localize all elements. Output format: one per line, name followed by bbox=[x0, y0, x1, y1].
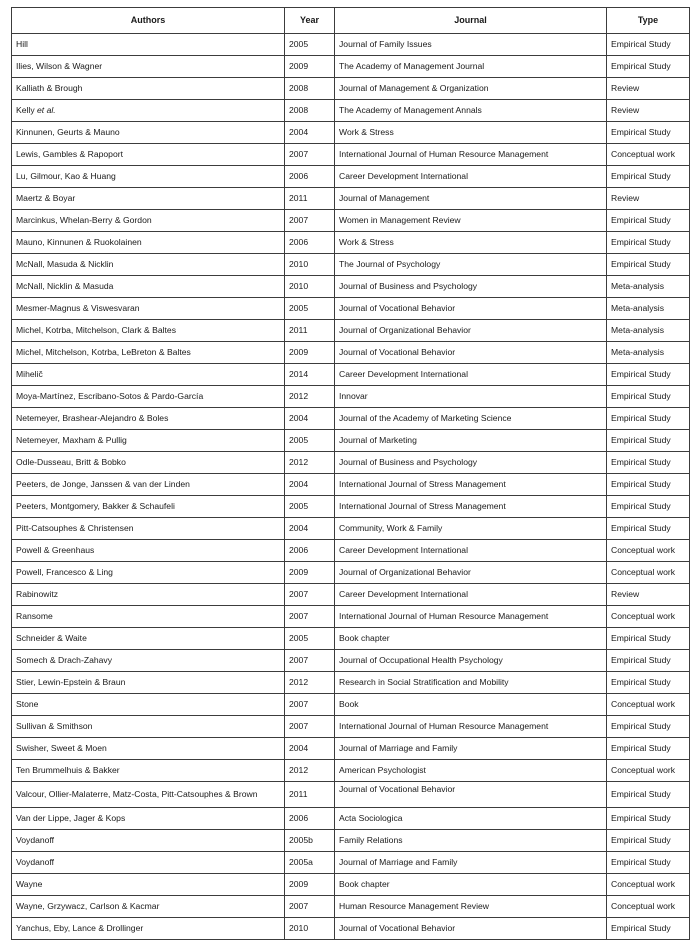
cell-journal: Career Development International bbox=[335, 166, 607, 188]
cell-type: Empirical Study bbox=[607, 364, 690, 386]
table-row bbox=[12, 830, 690, 852]
cell-type: Review bbox=[607, 100, 690, 122]
cell-year: 2009 bbox=[285, 56, 335, 78]
cell-year: 2008 bbox=[285, 78, 335, 100]
cell-type: Meta-analysis bbox=[607, 320, 690, 342]
cell-authors: Ransome bbox=[12, 606, 285, 628]
cell-journal: Journal of the Academy of Marketing Science bbox=[335, 408, 607, 430]
table-row bbox=[12, 34, 690, 56]
table-row bbox=[12, 628, 690, 650]
cell-year: 2008 bbox=[285, 100, 335, 122]
table-row bbox=[12, 694, 690, 716]
table-row bbox=[12, 518, 690, 540]
cell-type: Conceptual work bbox=[607, 562, 690, 584]
table-row bbox=[12, 144, 690, 166]
cell-year: 2011 bbox=[285, 188, 335, 210]
table-row bbox=[12, 254, 690, 276]
cell-journal: Journal of Business and Psychology bbox=[335, 276, 607, 298]
cell-authors: Powell & Greenhaus bbox=[12, 540, 285, 562]
cell-type: Meta-analysis bbox=[607, 298, 690, 320]
cell-authors: Powell, Francesco & Ling bbox=[12, 562, 285, 584]
cell-year: 2010 bbox=[285, 254, 335, 276]
cell-journal: Journal of Marriage and Family bbox=[335, 738, 607, 760]
cell-authors: Mauno, Kinnunen & Ruokolainen bbox=[12, 232, 285, 254]
cell-journal: International Journal of Stress Management bbox=[335, 496, 607, 518]
table-row bbox=[12, 232, 690, 254]
table-row bbox=[12, 166, 690, 188]
table-row bbox=[12, 408, 690, 430]
cell-type: Conceptual work bbox=[607, 874, 690, 896]
cell-type: Conceptual work bbox=[607, 606, 690, 628]
cell-authors: Schneider & Waite bbox=[12, 628, 285, 650]
cell-type: Review bbox=[607, 78, 690, 100]
cell-year: 2006 bbox=[285, 808, 335, 830]
cell-year: 2007 bbox=[285, 694, 335, 716]
cell-type: Conceptual work bbox=[607, 144, 690, 166]
cell-authors: Moya-Martínez, Escribano-Sotos & Pardo-García bbox=[12, 386, 285, 408]
cell-year: 2014 bbox=[285, 364, 335, 386]
cell-journal: The Journal of Psychology bbox=[335, 254, 607, 276]
table-row bbox=[12, 496, 690, 518]
cell-type: Empirical Study bbox=[607, 738, 690, 760]
cell-authors: Lu, Gilmour, Kao & Huang bbox=[12, 166, 285, 188]
cell-year: 2004 bbox=[285, 474, 335, 496]
cell-type: Empirical Study bbox=[607, 452, 690, 474]
cell-authors: Marcinkus, Whelan-Berry & Gordon bbox=[12, 210, 285, 232]
cell-type: Empirical Study bbox=[607, 56, 690, 78]
cell-year: 2009 bbox=[285, 562, 335, 584]
cell-type: Empirical Study bbox=[607, 918, 690, 940]
cell-year: 2004 bbox=[285, 518, 335, 540]
cell-type: Empirical Study bbox=[607, 34, 690, 56]
cell-year: 2006 bbox=[285, 540, 335, 562]
cell-journal: The Academy of Management Annals bbox=[335, 100, 607, 122]
table-row bbox=[12, 386, 690, 408]
table-row bbox=[12, 320, 690, 342]
cell-type: Meta-analysis bbox=[607, 342, 690, 364]
cell-authors: Valcour, Ollier-Malaterre, Matz-Costa, Pitt-Catsouphes & Brown bbox=[12, 782, 285, 808]
cell-type: Meta-analysis bbox=[607, 276, 690, 298]
table-row bbox=[12, 584, 690, 606]
cell-journal: Research in Social Stratification and Mobility bbox=[335, 672, 607, 694]
cell-authors: Swisher, Sweet & Moen bbox=[12, 738, 285, 760]
cell-type: Conceptual work bbox=[607, 540, 690, 562]
cell-year: 2007 bbox=[285, 896, 335, 918]
cell-authors: Peeters, de Jonge, Janssen & van der Linden bbox=[12, 474, 285, 496]
cell-type: Empirical Study bbox=[607, 232, 690, 254]
cell-journal: Journal of Organizational Behavior bbox=[335, 562, 607, 584]
table-row bbox=[12, 188, 690, 210]
cell-journal: Journal of Organizational Behavior bbox=[335, 320, 607, 342]
cell-journal: Journal of Occupational Health Psychology bbox=[335, 650, 607, 672]
table-row bbox=[12, 650, 690, 672]
table-row bbox=[12, 452, 690, 474]
cell-journal: Book bbox=[335, 694, 607, 716]
cell-type: Review bbox=[607, 584, 690, 606]
column-header-year: Year bbox=[285, 8, 335, 34]
cell-journal: Journal of Marriage and Family bbox=[335, 852, 607, 874]
cell-journal: Journal of Vocational Behavior bbox=[335, 298, 607, 320]
table-row bbox=[12, 782, 690, 808]
cell-journal: Women in Management Review bbox=[335, 210, 607, 232]
cell-authors: Netemeyer, Maxham & Pullig bbox=[12, 430, 285, 452]
cell-type: Review bbox=[607, 188, 690, 210]
cell-authors: Ilies, Wilson & Wagner bbox=[12, 56, 285, 78]
cell-authors: Peeters, Montgomery, Bakker & Schaufeli bbox=[12, 496, 285, 518]
table-header-row bbox=[12, 8, 690, 34]
table-row bbox=[12, 896, 690, 918]
authors-et-al: et al. bbox=[37, 104, 56, 115]
cell-journal: International Journal of Human Resource Management bbox=[335, 606, 607, 628]
cell-authors: Wayne bbox=[12, 874, 285, 896]
cell-year: 2007 bbox=[285, 210, 335, 232]
cell-authors: Ten Brummelhuis & Bakker bbox=[12, 760, 285, 782]
cell-authors: Hill bbox=[12, 34, 285, 56]
cell-authors: Voydanoff bbox=[12, 830, 285, 852]
cell-authors: Rabinowitz bbox=[12, 584, 285, 606]
table-row bbox=[12, 874, 690, 896]
cell-journal: American Psychologist bbox=[335, 760, 607, 782]
cell-journal: The Academy of Management Journal bbox=[335, 56, 607, 78]
column-header-type: Type bbox=[607, 8, 690, 34]
cell-type: Empirical Study bbox=[607, 474, 690, 496]
cell-type: Conceptual work bbox=[607, 760, 690, 782]
table-row bbox=[12, 918, 690, 940]
cell-type: Empirical Study bbox=[607, 518, 690, 540]
cell-type: Empirical Study bbox=[607, 852, 690, 874]
cell-authors: Voydanoff bbox=[12, 852, 285, 874]
cell-journal: Book chapter bbox=[335, 628, 607, 650]
cell-journal: Journal of Management & Organization bbox=[335, 78, 607, 100]
cell-journal: Journal of Marketing bbox=[335, 430, 607, 452]
cell-type: Empirical Study bbox=[607, 210, 690, 232]
table-row bbox=[12, 562, 690, 584]
cell-type: Empirical Study bbox=[607, 408, 690, 430]
cell-journal: Innovar bbox=[335, 386, 607, 408]
cell-year: 2012 bbox=[285, 386, 335, 408]
cell-year: 2004 bbox=[285, 738, 335, 760]
cell-authors: Mesmer-Magnus & Viswesvaran bbox=[12, 298, 285, 320]
cell-type: Empirical Study bbox=[607, 166, 690, 188]
cell-authors: Kinnunen, Geurts & Mauno bbox=[12, 122, 285, 144]
table-row bbox=[12, 716, 690, 738]
cell-authors: Lewis, Gambles & Rapoport bbox=[12, 144, 285, 166]
cell-year: 2011 bbox=[285, 320, 335, 342]
cell-year: 2005 bbox=[285, 34, 335, 56]
table-row bbox=[12, 540, 690, 562]
cell-year: 2005 bbox=[285, 496, 335, 518]
cell-journal: Acta Sociologica bbox=[335, 808, 607, 830]
cell-authors: Kalliath & Brough bbox=[12, 78, 285, 100]
cell-type: Empirical Study bbox=[607, 808, 690, 830]
table-row bbox=[12, 760, 690, 782]
table-row bbox=[12, 808, 690, 830]
cell-authors: Stone bbox=[12, 694, 285, 716]
table-row bbox=[12, 430, 690, 452]
cell-type: Empirical Study bbox=[607, 672, 690, 694]
table-row bbox=[12, 474, 690, 496]
cell-authors: Odle-Dusseau, Britt & Bobko bbox=[12, 452, 285, 474]
cell-year: 2007 bbox=[285, 606, 335, 628]
cell-type: Empirical Study bbox=[607, 386, 690, 408]
cell-type: Empirical Study bbox=[607, 650, 690, 672]
cell-authors: Michel, Mitchelson, Kotrba, LeBreton & Baltes bbox=[12, 342, 285, 364]
cell-type: Empirical Study bbox=[607, 716, 690, 738]
table-row bbox=[12, 78, 690, 100]
cell-authors: Somech & Drach-Zahavy bbox=[12, 650, 285, 672]
table-row bbox=[12, 122, 690, 144]
cell-journal: Journal of Business and Psychology bbox=[335, 452, 607, 474]
cell-year: 2010 bbox=[285, 276, 335, 298]
cell-journal: Family Relations bbox=[335, 830, 607, 852]
table-row bbox=[12, 606, 690, 628]
cell-authors: Michel, Kotrba, Mitchelson, Clark & Baltes bbox=[12, 320, 285, 342]
cell-journal: Human Resource Management Review bbox=[335, 896, 607, 918]
cell-journal: Journal of Management bbox=[335, 188, 607, 210]
cell-type: Empirical Study bbox=[607, 254, 690, 276]
table-header bbox=[12, 8, 690, 34]
cell-journal: Career Development International bbox=[335, 364, 607, 386]
cell-year: 2006 bbox=[285, 166, 335, 188]
cell-year: 2007 bbox=[285, 584, 335, 606]
cell-authors: Stier, Lewin-Epstein & Braun bbox=[12, 672, 285, 694]
cell-authors: Yanchus, Eby, Lance & Drollinger bbox=[12, 918, 285, 940]
table-row bbox=[12, 210, 690, 232]
cell-type: Empirical Study bbox=[607, 122, 690, 144]
cell-year: 2011 bbox=[285, 782, 335, 808]
cell-year: 2007 bbox=[285, 144, 335, 166]
cell-type: Conceptual work bbox=[607, 896, 690, 918]
table-body bbox=[12, 34, 690, 940]
cell-authors: Pitt-Catsouphes & Christensen bbox=[12, 518, 285, 540]
table-row bbox=[12, 364, 690, 386]
cell-year: 2004 bbox=[285, 408, 335, 430]
cell-authors: Van der Lippe, Jager & Kops bbox=[12, 808, 285, 830]
cell-journal: Career Development International bbox=[335, 540, 607, 562]
table-row bbox=[12, 738, 690, 760]
cell-year: 2012 bbox=[285, 672, 335, 694]
cell-type: Conceptual work bbox=[607, 694, 690, 716]
cell-year: 2005 bbox=[285, 298, 335, 320]
cell-authors: Netemeyer, Brashear-Alejandro & Boles bbox=[12, 408, 285, 430]
cell-year: 2005 bbox=[285, 628, 335, 650]
cell-type: Empirical Study bbox=[607, 628, 690, 650]
cell-authors: Maertz & Boyar bbox=[12, 188, 285, 210]
table-row bbox=[12, 100, 690, 122]
table-row bbox=[12, 56, 690, 78]
table-row bbox=[12, 852, 690, 874]
cell-year: 2004 bbox=[285, 122, 335, 144]
cell-year: 2005b bbox=[285, 830, 335, 852]
cell-type: Empirical Study bbox=[607, 782, 690, 808]
cell-year: 2006 bbox=[285, 232, 335, 254]
cell-authors: Sullivan & Smithson bbox=[12, 716, 285, 738]
cell-authors: McNall, Nicklin & Masuda bbox=[12, 276, 285, 298]
cell-type: Empirical Study bbox=[607, 496, 690, 518]
cell-journal: Work & Stress bbox=[335, 232, 607, 254]
column-header-journal: Journal bbox=[335, 8, 607, 34]
table-row bbox=[12, 276, 690, 298]
table-row bbox=[12, 672, 690, 694]
cell-year: 2007 bbox=[285, 650, 335, 672]
cell-journal: Community, Work & Family bbox=[335, 518, 607, 540]
cell-journal: Journal of Vocational Behavior bbox=[335, 918, 607, 940]
table-row bbox=[12, 342, 690, 364]
cell-year: 2009 bbox=[285, 874, 335, 896]
cell-authors: Wayne, Grzywacz, Carlson & Kacmar bbox=[12, 896, 285, 918]
cell-year: 2012 bbox=[285, 452, 335, 474]
cell-type: Empirical Study bbox=[607, 430, 690, 452]
table-row bbox=[12, 298, 690, 320]
cell-journal: Journal of Family Issues bbox=[335, 34, 607, 56]
cell-year: 2009 bbox=[285, 342, 335, 364]
literature-review-table bbox=[11, 7, 690, 940]
cell-journal: International Journal of Human Resource Management bbox=[335, 716, 607, 738]
cell-journal: Journal of Vocational Behavior bbox=[335, 782, 607, 808]
cell-year: 2007 bbox=[285, 716, 335, 738]
column-header-authors: Authors bbox=[12, 8, 285, 34]
cell-authors: Mihelič bbox=[12, 364, 285, 386]
cell-authors: McNall, Masuda & Nicklin bbox=[12, 254, 285, 276]
cell-journal: Book chapter bbox=[335, 874, 607, 896]
cell-year: 2010 bbox=[285, 918, 335, 940]
cell-year: 2005 bbox=[285, 430, 335, 452]
cell-journal: International Journal of Stress Management bbox=[335, 474, 607, 496]
cell-authors: Kelly et al. bbox=[12, 100, 285, 122]
cell-journal: Journal of Vocational Behavior bbox=[335, 342, 607, 364]
cell-year: 2012 bbox=[285, 760, 335, 782]
cell-type: Empirical Study bbox=[607, 830, 690, 852]
cell-year: 2005a bbox=[285, 852, 335, 874]
cell-journal: Work & Stress bbox=[335, 122, 607, 144]
cell-journal: International Journal of Human Resource Management bbox=[335, 144, 607, 166]
cell-journal: Career Development International bbox=[335, 584, 607, 606]
